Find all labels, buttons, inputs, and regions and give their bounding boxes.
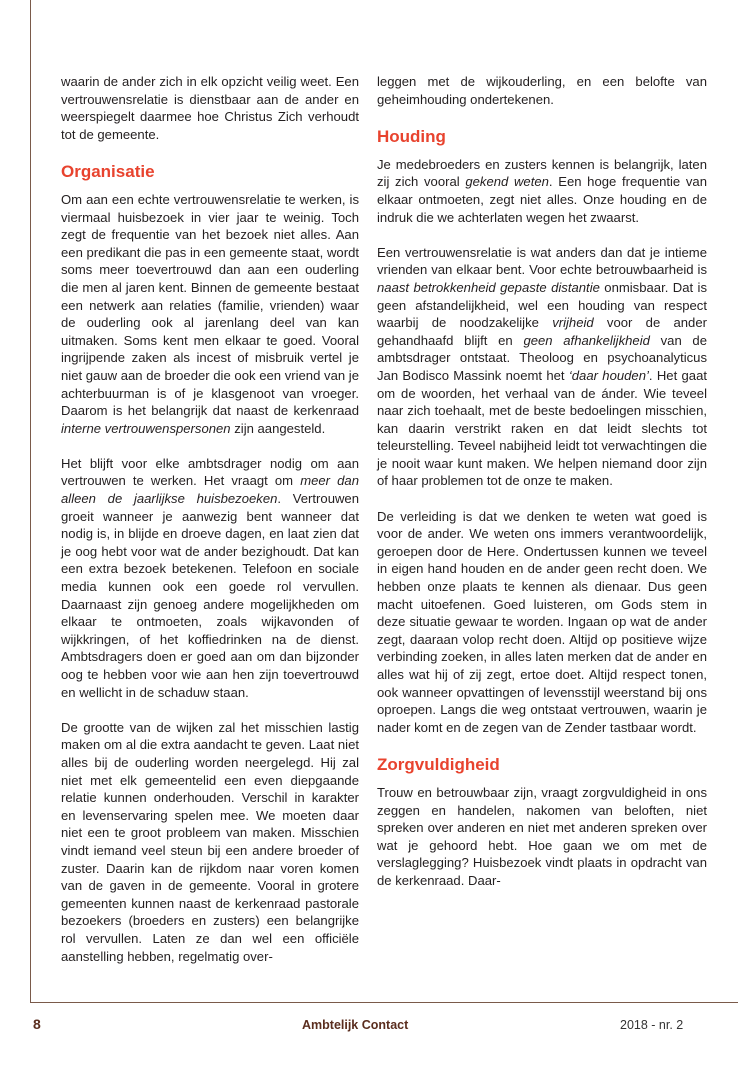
text-run: De verleiding is dat we denken te weten wat goed is voor de ander. We weten ons immers verantwoordelijk, geroepen door de Here. Ondertussen kunnen we teveel in eigen hand houden en de ander geen recht doen. We hebben onze plaats te kennen als dienaar. Dus geen macht uitoefenen. Goed luisteren, om Gods stem in deze situatie gewaar te worden. Ingaan op wat de ander zegt, daaraan volop recht doen. Altijd op positieve wijze verbinding zoeken, in alles laten merken dat de ander en alles wat hij of zij zegt, ertoe doet. Altijd respect tonen, ook wanneer opvattingen of levensstijl weerstand bij ons oproepen. Langs die weg ontstaat vertrouwen, waarin je nader komt en de zegen van de Zender tastbaar wordt. [377, 508, 707, 735]
right-column [377, 73, 707, 907]
page-number: 8 [33, 1016, 41, 1032]
paragraph [377, 244, 707, 490]
left-margin-rule [30, 0, 31, 1003]
italic-text: ‘daar houden’ [568, 367, 649, 383]
text-run: Het blijft voor elke ambtsdrager nodig om aan vertrouwen te werken. Het vraagt om [61, 455, 359, 489]
magazine-title: Ambtelijk Contact [302, 1018, 409, 1032]
italic-text: interne vertrouwenspersonen [61, 420, 231, 436]
section-heading: Houding [377, 126, 446, 146]
italic-text: naast betrokkenheid gepaste distantie [377, 279, 600, 295]
italic-text: meer dan alleen de jaarlijkse huisbezoeken [61, 473, 359, 507]
text-run: waarin de ander zich in elk opzicht veilig weet. Een vertrouwensrelatie is dienstbaar aan de ander en weerspiegelt daarmee hoe Christus Zich verhoudt tot de gemeente. [61, 74, 359, 142]
text-run: Om aan een echte vertrouwensrelatie te werken, is viermaal huisbezoek in vier jaar te weinig. Toch zegt de frequentie van het bezoek niet alles. Aan een predikant die pas in een gemeente staat, wordt soms meer toevertrouwd dan aan een ouderling die men al jaren kent. Binnen de gemeente bestaat een netwerk aan relaties (familie, vrienden) waar de ouderling ook al jarenlang deel van kan uitmaken. Soms kent men elkaar te goed. Vooral ingrijpende zaken als incest of misbruik vertel je niet gauw aan de broeder die ook een vriend van je achterbuurman is of je klasgenoot van vroeger. Daarom is het belangrijk dat naast de kerkenraad [61, 191, 359, 419]
italic-text: gekend weten [465, 174, 549, 190]
text-run: Trouw en betrouwbaar zijn, vraagt zorgvuldigheid in ons zeggen en handelen, nakomen van beloften, niet spreken over anderen en niet met anderen spreken over wat je gehoord hebt. Hoe gaan we om met de verslaglegging? Huisbezoek vindt plaats in opdracht van de kerkenraad. Daar- [377, 784, 707, 888]
paragraph [377, 73, 707, 108]
section-heading: Organisatie [61, 161, 155, 181]
italic-text: vrijheid [552, 315, 594, 331]
left-column [61, 73, 359, 983]
paragraph [377, 156, 707, 226]
paragraph [377, 784, 707, 890]
text-run: Een vertrouwensrelatie is wat anders dan dat je intieme vrienden van elkaar bent. Voor echte betrouwbaarheid is [377, 244, 707, 278]
paragraph [61, 73, 359, 143]
text-run: leggen met de wijkouderling, en een belofte van geheimhouding ondertekenen. [377, 74, 707, 107]
paragraph [61, 455, 359, 701]
footer-rule [30, 1002, 738, 1003]
paragraph [377, 508, 707, 737]
italic-text: geen afhankelijkheid [523, 332, 650, 348]
text-run: De grootte van de wijken zal het misschien lastig maken om al die extra aandacht te geven. Laat niet alles bij de ouderling worden neergelegd. Hij zal niet met elk gemeentelid een even diepgaande relatie kunnen onderhouden. Verschil in karakter en levenservaring spelen mee. We moeten daar niet een te groot probleem van maken. Misschien vindt iemand veel steun bij een andere broeder of zuster. Daarin kan de rijkdom naar voren komen van de gaven in de gemeente. Vooral in grotere gemeenten kunnen naast de kerkenraad pastorale bezoekers (broeders en zusters) een belangrijke rol vervullen. Laten ze dan wel een officiële aanstelling hebben, regelmatig over- [61, 719, 359, 964]
text-run: van de ambtsdrager ontstaat. Theoloog en psychoanalyticus Jan Bodisco Massink noemt het [377, 332, 707, 383]
text-run: . Vertrouwen groeit wanneer je aanwezig bent wanneer dat nodig is, in blijde en droeve dagen, en laat zien dat je oog hebt voor wat de ander bezighoudt. Dat kan een extra bezoek betekenen. Telefoon en sociale media kunnen ook een goede rol vervullen. Daarnaast zijn genoeg andere mogelijkheden om elkaar te ontmoeten, zoals wijkavonden of wijkkringen, of het koffiedrinken na de dienst. Ambtsdragers doen er goed aan om dan bijzonder oog te hebben voor wie aan hen zijn toevertrouwd en wellicht in de schaduw staan. [61, 491, 359, 700]
paragraph [61, 719, 359, 965]
text-run: Je medebroeders en zusters kennen is belangrijk, laten zij zich vooral [377, 156, 707, 190]
text-run: . Een hoge frequentie van elkaar ontmoeten, zegt niet alles. Onze houding en de indruk die we achterlaten wegen het zwaarst. [377, 174, 707, 225]
paragraph [61, 191, 359, 437]
text-run: onmisbaar. Dat is geen afstandelijkheid, wel een houding van respect waarbij de noodzakelijke [377, 279, 707, 331]
text-run: zijn aangesteld. [230, 420, 326, 436]
text-run: voor de ander gehandhaafd blijft en [377, 315, 707, 348]
section-heading: Zorgvuldigheid [377, 754, 500, 774]
issue-number: 2018 - nr. 2 [620, 1018, 684, 1032]
text-run: . Het gaat om de woorden, het verhaal van de ánder. Wie teveel naar zich toehaalt, met de beste bedoelingen misschien, kan daarin verstrikt raken en dat leidt slechts tot teleurstelling. Teveel nabijheid leidt tot verwachtingen die je nooit waar kunt maken. We helpen niemand door zijn of haar problemen tot de onze te maken. [377, 367, 708, 489]
